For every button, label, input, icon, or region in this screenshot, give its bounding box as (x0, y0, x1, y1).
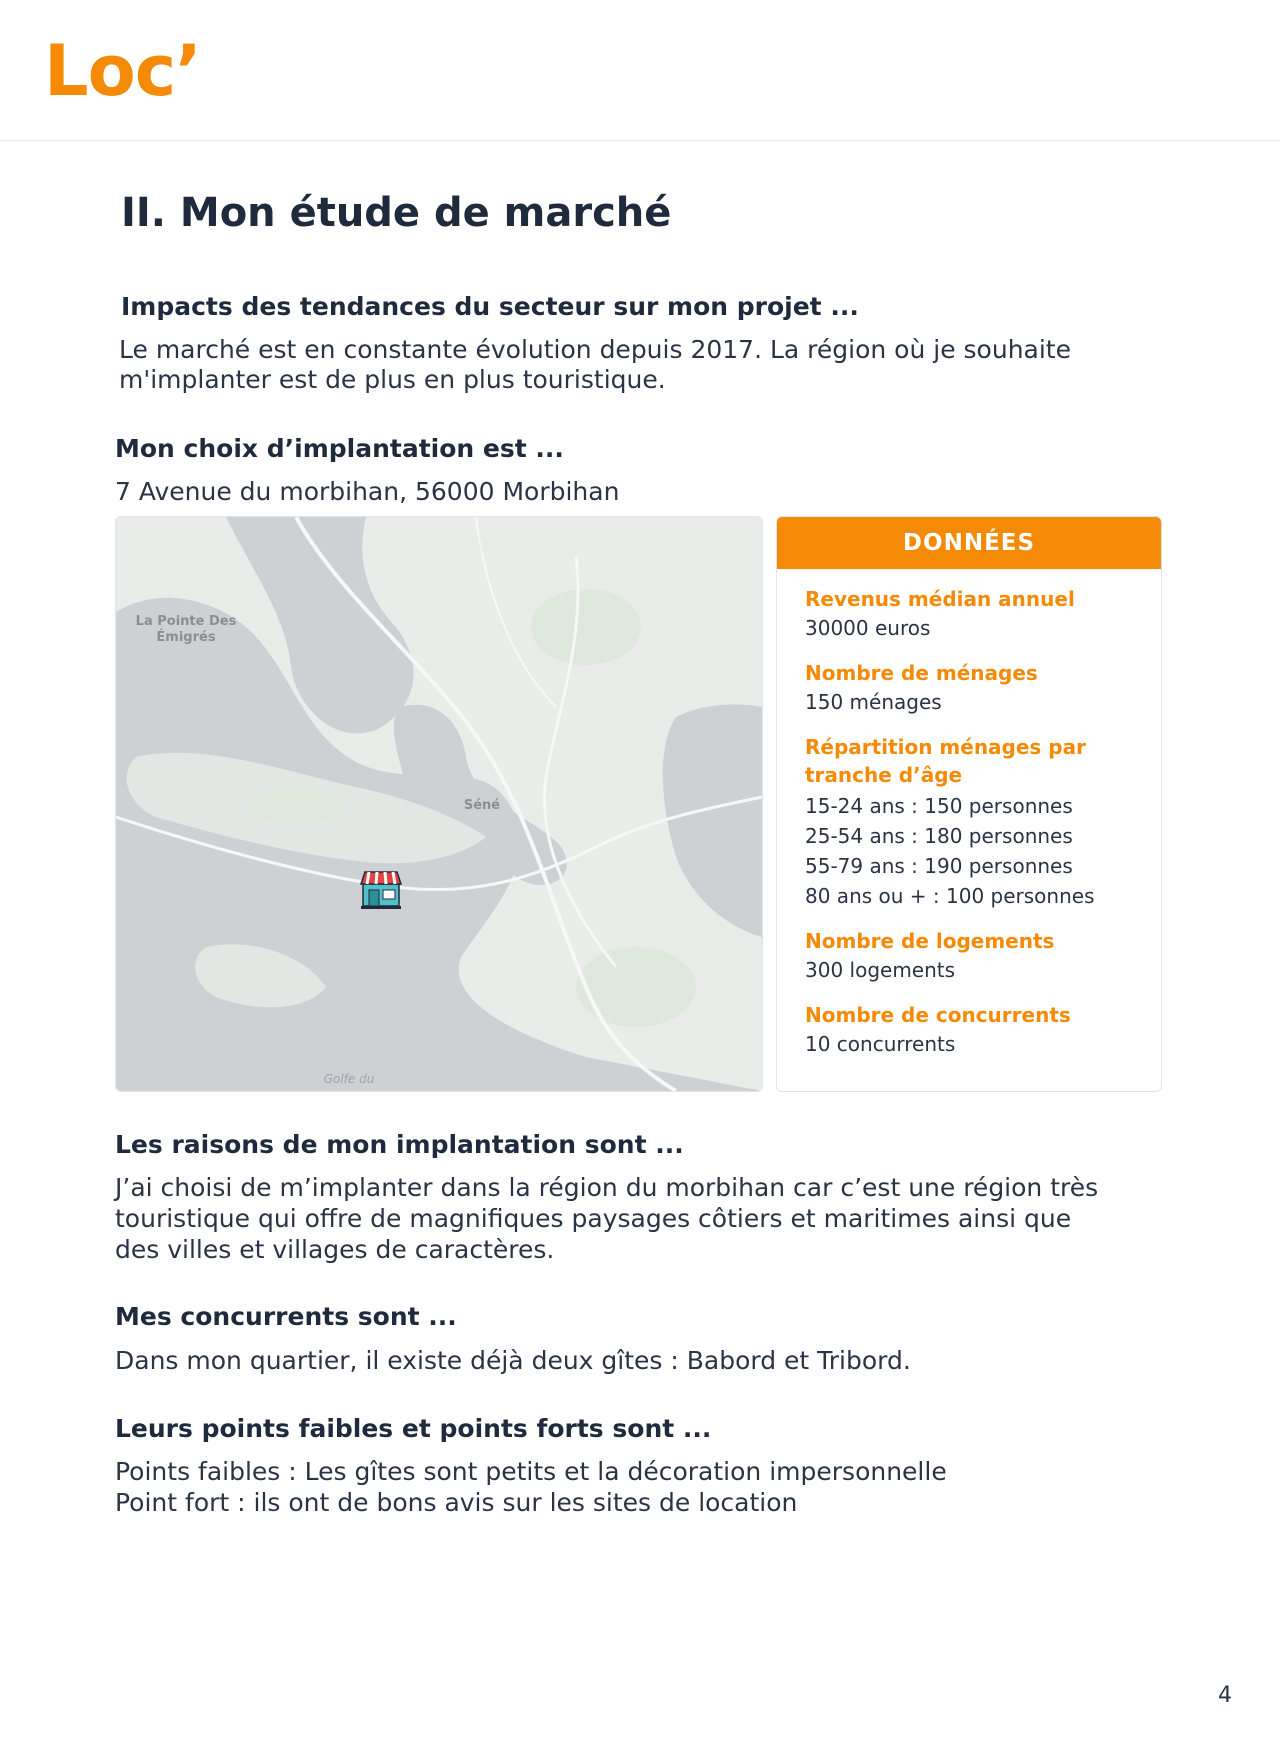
page-title: II. Mon étude de marché (121, 190, 672, 236)
points-heading: Leurs points faibles et points forts sont ... (115, 1414, 712, 1443)
concurrents-text: Dans mon quartier, il existe déjà deux gîtes : Babord et Tribord. (115, 1346, 911, 1375)
logements-label: Nombre de logements (805, 929, 1055, 953)
impacts-text-line-1: Le marché est en constante évolution depuis 2017. La région où je souhaite (119, 335, 1071, 364)
impacts-heading: Impacts des tendances du secteur sur mon projet ... (121, 292, 859, 321)
map-park-2 (576, 947, 696, 1027)
page-number: 4 (1218, 1683, 1232, 1708)
menages-value: 150 ménages (805, 690, 942, 714)
location-address: 7 Avenue du morbihan, 56000 Morbihan (115, 477, 620, 506)
page-header (0, 0, 1280, 141)
map-park-3 (246, 789, 346, 825)
map-label-pointe-2: Émigrés (156, 630, 216, 645)
repartition-label-line-1: Répartition ménages par (805, 735, 1086, 759)
brand-logo: Loc’ (44, 30, 201, 112)
concurrents-heading: Mes concurrents sont ... (115, 1302, 457, 1331)
map-label-pointe-1: La Pointe Des (135, 614, 237, 629)
donnees-title: DONNÉES (777, 517, 1161, 569)
revenus-value: 30000 euros (805, 616, 931, 640)
age-distribution-list (805, 791, 1135, 911)
donnees-panel (776, 516, 1162, 1092)
point-fort-text: Point fort : ils ont de bons avis sur les sites de location (115, 1488, 798, 1517)
logements-value: 300 logements (805, 958, 956, 982)
concurrents-label: Nombre de concurrents (805, 1003, 1071, 1027)
age-row-25-54: 25-54 ans : 180 personnes (805, 824, 1073, 848)
raisons-text-line-3: des villes et villages de caractères. (115, 1235, 555, 1264)
age-row-15-24: 15-24 ans : 150 personnes (805, 794, 1073, 818)
map-park-1 (531, 589, 641, 665)
age-row-80-plus: 80 ans ou + : 100 personnes (805, 884, 1095, 908)
map-label-sene: Séné (463, 798, 501, 813)
age-row-55-79: 55-79 ans : 190 personnes (805, 854, 1073, 878)
concurrents-value: 10 concurrents (805, 1032, 956, 1056)
raisons-text-line-1: J’ai choisi de m’implanter dans la région du morbihan car c’est une région très (115, 1173, 1099, 1202)
impacts-text-line-2: m'implanter est de plus en plus touristique. (119, 365, 666, 394)
raisons-text-line-2: touristique qui offre de magnifiques paysages côtiers et maritimes ainsi que (115, 1204, 1072, 1233)
location-heading: Mon choix d’implantation est ... (115, 434, 564, 463)
raisons-heading: Les raisons de mon implantation sont ... (115, 1130, 684, 1159)
points-faibles-text: Points faibles : Les gîtes sont petits et la décoration impersonnelle (115, 1457, 947, 1486)
map-canvas (116, 517, 762, 1091)
shop-icon[interactable] (361, 872, 401, 909)
menages-label: Nombre de ménages (805, 661, 1038, 685)
repartition-label-line-2: tranche d’âge (805, 763, 963, 787)
map-label-golfe: Golfe du (323, 1072, 375, 1086)
revenus-label: Revenus médian annuel (805, 587, 1075, 611)
location-map[interactable] (115, 516, 763, 1092)
